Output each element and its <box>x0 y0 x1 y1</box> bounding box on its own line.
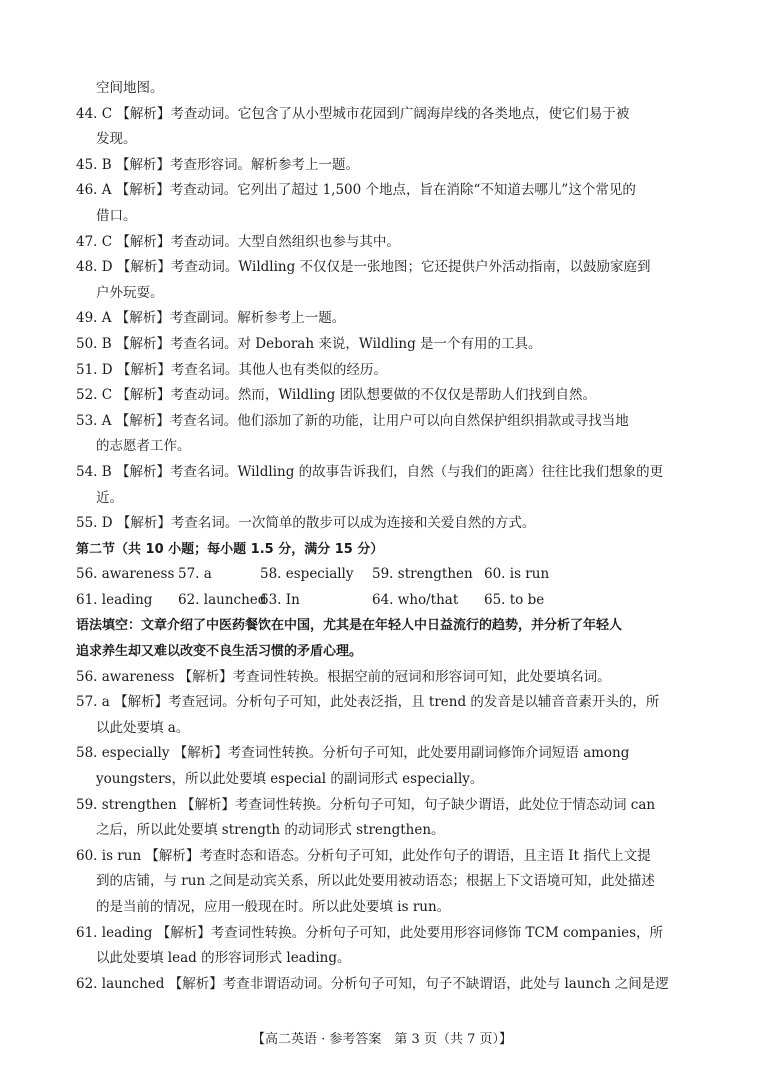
explanation-line: youngsters，所以此处要填 especial 的副词形式 especially。 <box>96 771 484 788</box>
answer-item: 57. a <box>178 566 212 583</box>
explanations-part1 <box>76 76 700 562</box>
explanation-line: 53. A 【解析】考查名词。他们添加了新的功能，让用户可以向自然保护组织捐款或寻找当地 <box>76 412 629 429</box>
explanation-line: 以此处要填 a。 <box>96 719 190 736</box>
explanation-line: 的是当前的情况，应用一般现在时。所以此处要填 is run。 <box>96 899 451 915</box>
answer-item: 56. awareness <box>76 566 175 583</box>
explanation-line: 45. B 【解析】考查形容词。解析参考上一题。 <box>76 156 359 173</box>
answer-row <box>76 588 700 614</box>
explanation-line: 借口。 <box>96 207 137 224</box>
explanation-line: 55. D 【解析】考查名词。一次简单的散步可以成为连接和关爱自然的方式。 <box>76 515 536 532</box>
page-footer: 【高二英语 · 参考答案 第 3 页（共 7 页）】 <box>252 1032 512 1047</box>
answer-item: 60. is run <box>484 566 550 583</box>
explanation-line: 之后，所以此处要填 strength 的动词形式 strengthen。 <box>96 822 445 839</box>
explanation-line: 空间地图。 <box>96 80 164 96</box>
explanations-part2 <box>76 613 700 997</box>
explanation-line: 近。 <box>96 489 123 506</box>
explanation-line: 52. C 【解析】考查动词。然而，Wildling 团队想要做的不仅仅是帮助人们找到自然。 <box>76 387 597 404</box>
answer-item: 64. who/that <box>372 591 459 608</box>
explanation-line: 58. especially 【解析】考查词性转换。分析句子可知，此处要用副词修饰介词短语 among <box>76 745 630 762</box>
answer-content <box>76 76 700 997</box>
section-heading-line: 第二节（共 10 小题；每小题 1.5 分，满分 15 分） <box>76 541 384 557</box>
answer-item: 63. In <box>260 591 300 608</box>
explanation-line: 48. D 【解析】考查动词。Wildling 不仅仅是一张地图；它还提供户外活动指南，以鼓励家庭到 <box>76 259 651 276</box>
answer-item: 59. strengthen <box>372 566 473 583</box>
explanation-line: 60. is run 【解析】考查时态和语态。分析句子可知，此处作句子的谓语，且主语 It 指代上文提 <box>76 847 651 864</box>
explanation-line: 62. launched 【解析】考查非谓语动词。分析句子可知，句子不缺谓语，此处与 launch 之间是逻 <box>76 975 669 992</box>
explanation-line: 户外玩耍。 <box>96 284 164 301</box>
answer-item: 62. launched <box>178 591 267 608</box>
explanation-line: 57. a 【解析】考查冠词。分析句子可知，此处表泛指，且 trend 的发音是以辅音音素开头的，所 <box>76 694 660 711</box>
explanation-line: 61. leading 【解析】考查词性转换。分析句子可知，此处要用形容词修饰 TCM companies，所 <box>76 924 664 941</box>
answer-item: 65. to be <box>484 591 545 608</box>
explanation-line: 46. A 【解析】考查动词。它列出了超过 1,500 个地点，旨在消除“不知道去哪儿”这个常见的 <box>76 182 636 199</box>
explanation-line: 49. A 【解析】考查副词。解析参考上一题。 <box>76 310 346 327</box>
explanation-line: 47. C 【解析】考查动词。大型自然组织也参与其中。 <box>76 233 400 250</box>
explanation-line: 以此处要填 lead 的形容词形式 leading。 <box>96 950 351 967</box>
explanation-line: 到的店铺，与 run 之间是动宾关系，所以此处要用被动语态；根据上下文语境可知，此处描述 <box>96 873 655 890</box>
explanation-line: 59. strengthen 【解析】考查词性转换。分析句子可知，句子缺少谓语，此处位于情态动词 can <box>76 796 656 813</box>
explanation-line: 44. C 【解析】考查动词。它包含了从小型城市花园到广阔海岸线的各类地点，使它们易于被 <box>76 105 630 122</box>
answer-item: 61. leading <box>76 591 153 608</box>
explanation-line: 54. B 【解析】考查名词。Wildling 的故事告诉我们，自然（与我们的距离）往往比我们想象的更 <box>76 463 664 480</box>
explanation-line: 的志愿者工作。 <box>96 438 191 455</box>
explanation-line: 51. D 【解析】考查名词。其他人也有类似的经历。 <box>76 361 387 378</box>
explanation-line: 发现。 <box>96 131 137 148</box>
explanation-line: 50. B 【解析】考查名词。对 Deborah 来说，Wildling 是一个有用的工具。 <box>76 335 542 352</box>
answer-row <box>76 562 700 588</box>
answer-grid <box>76 562 700 613</box>
explanation-line: 56. awareness 【解析】考查词性转换。根据空前的冠词和形容词可知，此处要填名词。 <box>76 668 611 685</box>
answer-item: 58. especially <box>260 566 354 583</box>
section-heading-line: 语法填空：文章介绍了中医药餐饮在中国，尤其是在年轻人中日益流行的趋势，并分析了年轻人 <box>76 618 623 634</box>
section-heading-line: 追求养生却又难以改变不良生活习惯的矛盾心理。 <box>76 644 363 660</box>
